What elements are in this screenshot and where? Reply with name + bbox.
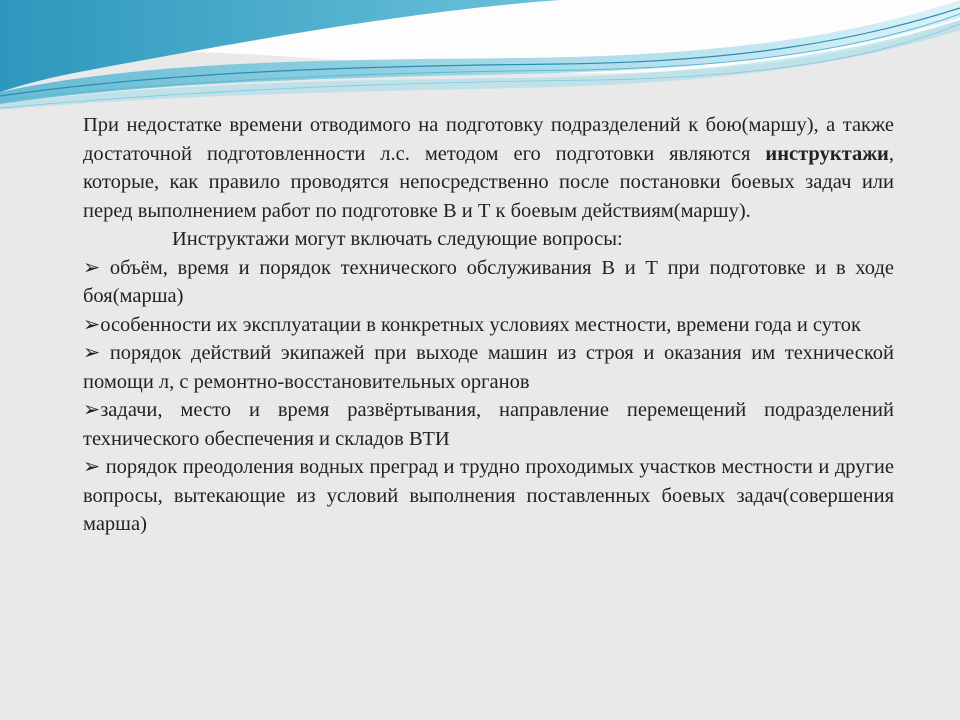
list-item-text: порядок действий экипажей при выходе машин из строя и оказания им технической помощи л, с ремонтно-восстановительных органов xyxy=(83,342,894,393)
arrow-bullet-icon: ➢ xyxy=(83,313,101,336)
intro-text-start: При недостатке времени отводимого на подготовку подразделений к бою(маршу), а также достаточной подготовленности л.с. методом его подготовки являются xyxy=(83,114,894,165)
list-item xyxy=(83,311,894,340)
list-item-text: порядок преодоления водных преград и трудно проходимых участков местности и другие вопросы, вытекающие из условий выполнения поставленных боевых задач(совершения марша) xyxy=(83,456,894,535)
list-item-text: особенности их эксплуатации в конкретных условиях местности, времени года и суток xyxy=(100,313,861,336)
subheading: Инструктажи могут включать следующие вопросы: xyxy=(172,228,623,250)
list-item xyxy=(83,339,894,396)
intro-text-end: , которые, как правило проводятся непосредственно после постановки боевых задач или перед выполнением работ по подготовке В и Т к боевым действиям(маршу). xyxy=(83,142,894,222)
arrow-bullet-icon: ➢ xyxy=(83,399,101,421)
slide-text xyxy=(83,111,894,539)
arrow-bullet-icon: ➢ xyxy=(83,456,101,478)
intro-emphasis: инструктажи xyxy=(765,142,889,165)
list-item-text: объём, время и порядок технического обслуживания В и Т при подготовке и в ходе боя(марша) xyxy=(83,256,894,307)
list-item-text: задачи, место и время развёртывания, направление перемещений подразделений технического обеспечения и складов ВТИ xyxy=(83,399,894,450)
list-item xyxy=(83,254,894,311)
list-item xyxy=(83,453,894,539)
arrow-bullet-icon: ➢ xyxy=(83,256,101,279)
list-item xyxy=(83,396,894,453)
intro-paragraph xyxy=(83,111,894,225)
arrow-bullet-icon: ➢ xyxy=(83,342,101,364)
